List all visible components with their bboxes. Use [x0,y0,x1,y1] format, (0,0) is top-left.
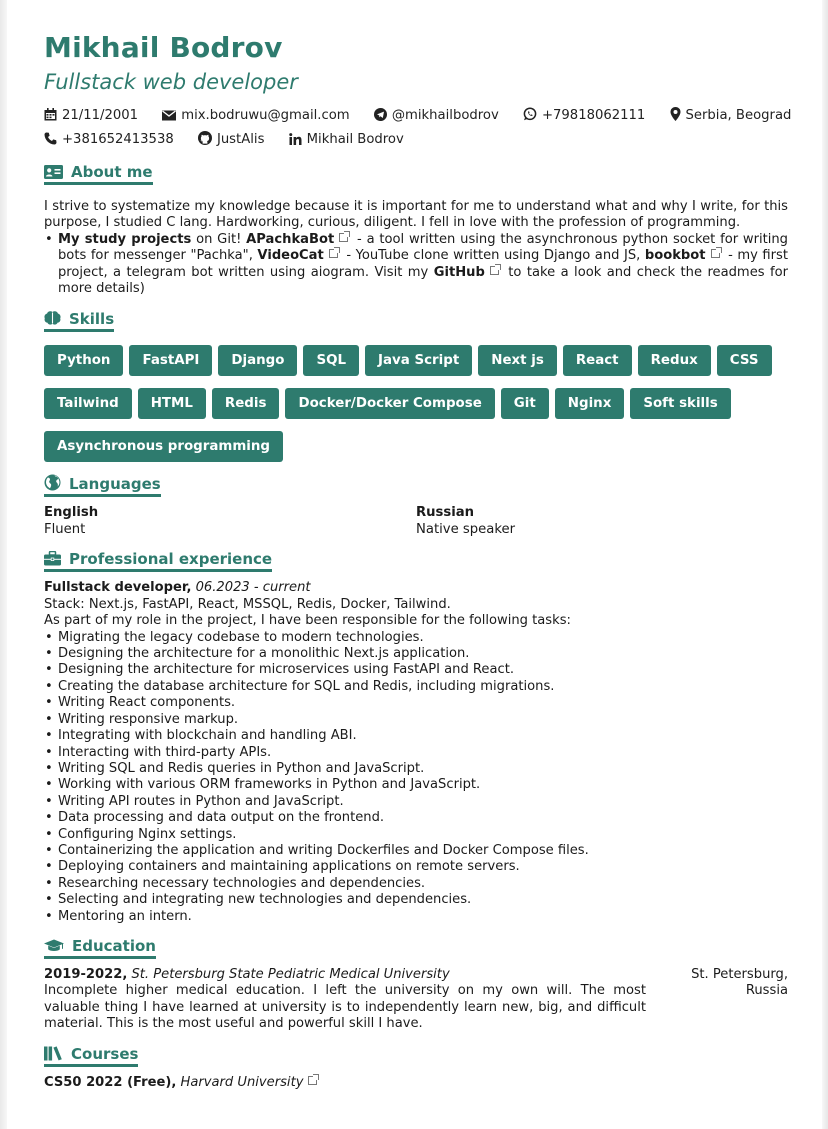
course-entry [44,1075,788,1091]
skills-list [44,345,788,474]
skill-chip: Java Script [365,345,472,376]
briefcase-icon [44,551,61,566]
linkedin-icon [289,133,302,145]
task-item: • Designing the architecture for a monolithic Next.js application. [44,646,788,662]
course-provider[interactable]: Harvard University [180,1074,304,1090]
course-name: CS50 2022 (Free), [44,1074,177,1090]
task-item: • Deploying containers and maintaining applications on remote servers. [44,859,788,875]
github-icon [198,131,212,145]
education-header [44,967,646,983]
education-entry [44,967,788,1033]
calendar-icon [44,108,57,121]
task-item: • Migrating the legacy codebase to modern technologies. [44,630,788,646]
skill-chip: Redis [212,388,280,419]
project-link-apachkabot[interactable]: APachkaBot [246,231,335,247]
project-link-videocat[interactable]: VideoCat [257,248,324,264]
education-location: St. Petersburg, Russia [691,966,788,999]
education-years: 2019-2022, [44,966,128,982]
map-pin-icon [670,107,681,121]
task-item: • Working with various ORM frameworks in Python and JavaScript. [44,777,788,793]
education-description: Incomplete higher medical education. I left the university on my own will. The most valuable thing I have learned at university is to independently learn new, big, and difficult material. This is the most useful and powerful skill I have. [44,983,646,1032]
skill-chip: FastAPI [129,345,212,376]
telegram-icon [374,108,387,121]
skill-chip: Soft skills [630,388,730,419]
task-item: • Integrating with blockchain and handling ABI. [44,728,788,744]
skill-chip: Docker/Docker Compose [285,388,494,419]
whatsapp-icon [523,107,537,121]
languages-list [44,504,788,538]
skill-chip: Asynchronous programming [44,431,283,462]
contact-phone[interactable]: +381652413538 [44,128,174,152]
job-period: 06.2023 - current [195,580,311,596]
language-name: English [44,505,99,521]
skill-chip: Tailwind [44,388,132,419]
education-main [44,967,646,1033]
external-link-icon [490,266,499,275]
phone-icon [44,132,57,145]
envelope-icon [162,110,176,121]
task-item: • Researching necessary technologies and dependencies. [44,876,788,892]
task-item: • Selecting and integrating new technologies and dependencies. [44,892,788,908]
skill-chip: CSS [717,345,772,376]
contacts-block [44,104,792,152]
task-item: • Mentoring an intern. [44,909,788,925]
task-item: • Designing the architecture for microservices using FastAPI and React. [44,662,788,678]
task-item: • Interacting with third-party APIs. [44,745,788,761]
external-link-icon [711,249,720,258]
skill-chip: Git [501,388,549,419]
section-heading-languages: Languages [44,474,161,497]
language-name: Russian [416,505,475,521]
github-link[interactable]: GitHub [433,264,485,280]
candidate-role: Fullstack web developer [44,70,298,94]
page-shadow-left [0,0,7,1129]
contact-email[interactable]: mix.bodruwu@gmail.com [162,104,349,128]
task-item: • Writing API routes in Python and JavaScript. [44,794,788,810]
job-position: Fullstack developer, [44,580,192,596]
about-text: I strive to systematize my knowledge because it is important for me to understand what and why I write, for this purpose, I studied C lang. Hardworking, curious, diligent. I fell in love with the profession of programming. [44,199,788,231]
candidate-name: Mikhail Bodrov [44,31,283,64]
language-item [44,504,416,538]
skill-chip: React [563,345,632,376]
contact-location: Serbia, Beograd [670,104,792,128]
project-link-bookbot[interactable]: bookbot [644,248,706,264]
section-heading-experience: Professional experience [44,549,272,572]
section-heading-education: Education [44,936,156,959]
language-level: Fluent [44,522,86,538]
skill-chip: Redux [638,345,711,376]
contact-birthdate: 21/11/2001 [44,104,138,128]
education-school: St. Petersburg State Pediatric Medical University [131,966,450,982]
skill-chip: Next js [478,345,557,376]
job-intro: As part of my role in the project, I have been responsible for the following tasks: [44,613,571,629]
task-item: • Data processing and data output on the frontend. [44,810,788,826]
task-item: • Creating the database architecture for SQL and Redis, including migrations. [44,679,788,695]
books-icon [44,1046,63,1061]
section-heading-about: About me [44,162,153,185]
external-link-icon[interactable] [308,1076,317,1085]
skill-chip: SQL [303,345,359,376]
external-link-icon [339,233,348,242]
skill-chip: HTML [138,388,206,419]
skill-chip: Django [218,345,297,376]
page-shadow-right [822,0,828,1129]
about-projects-item: • My study projects on Git! APachkaBot - a tool written using the asynchronous python socket for writing bots for messenger "Pachka", VideoCat - YouTube clone written using Django and JS, bookbot - my first project, a telegram bot written using aiogram. Visit my GitHub to take a look and check the readmes for more details) [44,232,788,298]
id-card-icon [44,165,63,179]
brain-icon [44,311,61,326]
skill-chip: Nginx [555,388,625,419]
globe-icon [44,474,61,491]
graduation-cap-icon [44,939,64,953]
contact-telegram[interactable]: @mikhailbodrov [374,104,499,128]
task-item: • Writing React components. [44,695,788,711]
contact-whatsapp[interactable]: +79818062111 [523,104,645,128]
contact-linkedin[interactable]: Mikhail Bodrov [289,128,404,152]
task-item: • Containerizing the application and writing Dockerfiles and Docker Compose files. [44,843,788,859]
external-link-icon [329,249,338,258]
skill-chip: Python [44,345,123,376]
experience-entry [44,580,788,925]
experience-header [44,580,788,596]
task-item: • Configuring Nginx settings. [44,827,788,843]
language-item [416,504,788,538]
section-heading-courses: Courses [44,1044,138,1067]
projects-label: My study projects [58,231,192,247]
contact-github[interactable]: JustAlis [198,128,265,152]
resume-page [44,30,792,1091]
task-item: • Writing responsive markup. [44,712,788,728]
section-heading-skills: Skills [44,309,114,332]
language-level: Native speaker [416,522,516,538]
job-stack: Stack: Next.js, FastAPI, React, MSSQL, Redis, Docker, Tailwind. [44,596,451,612]
task-item: • Writing SQL and Redis queries in Python and JavaScript. [44,761,788,777]
